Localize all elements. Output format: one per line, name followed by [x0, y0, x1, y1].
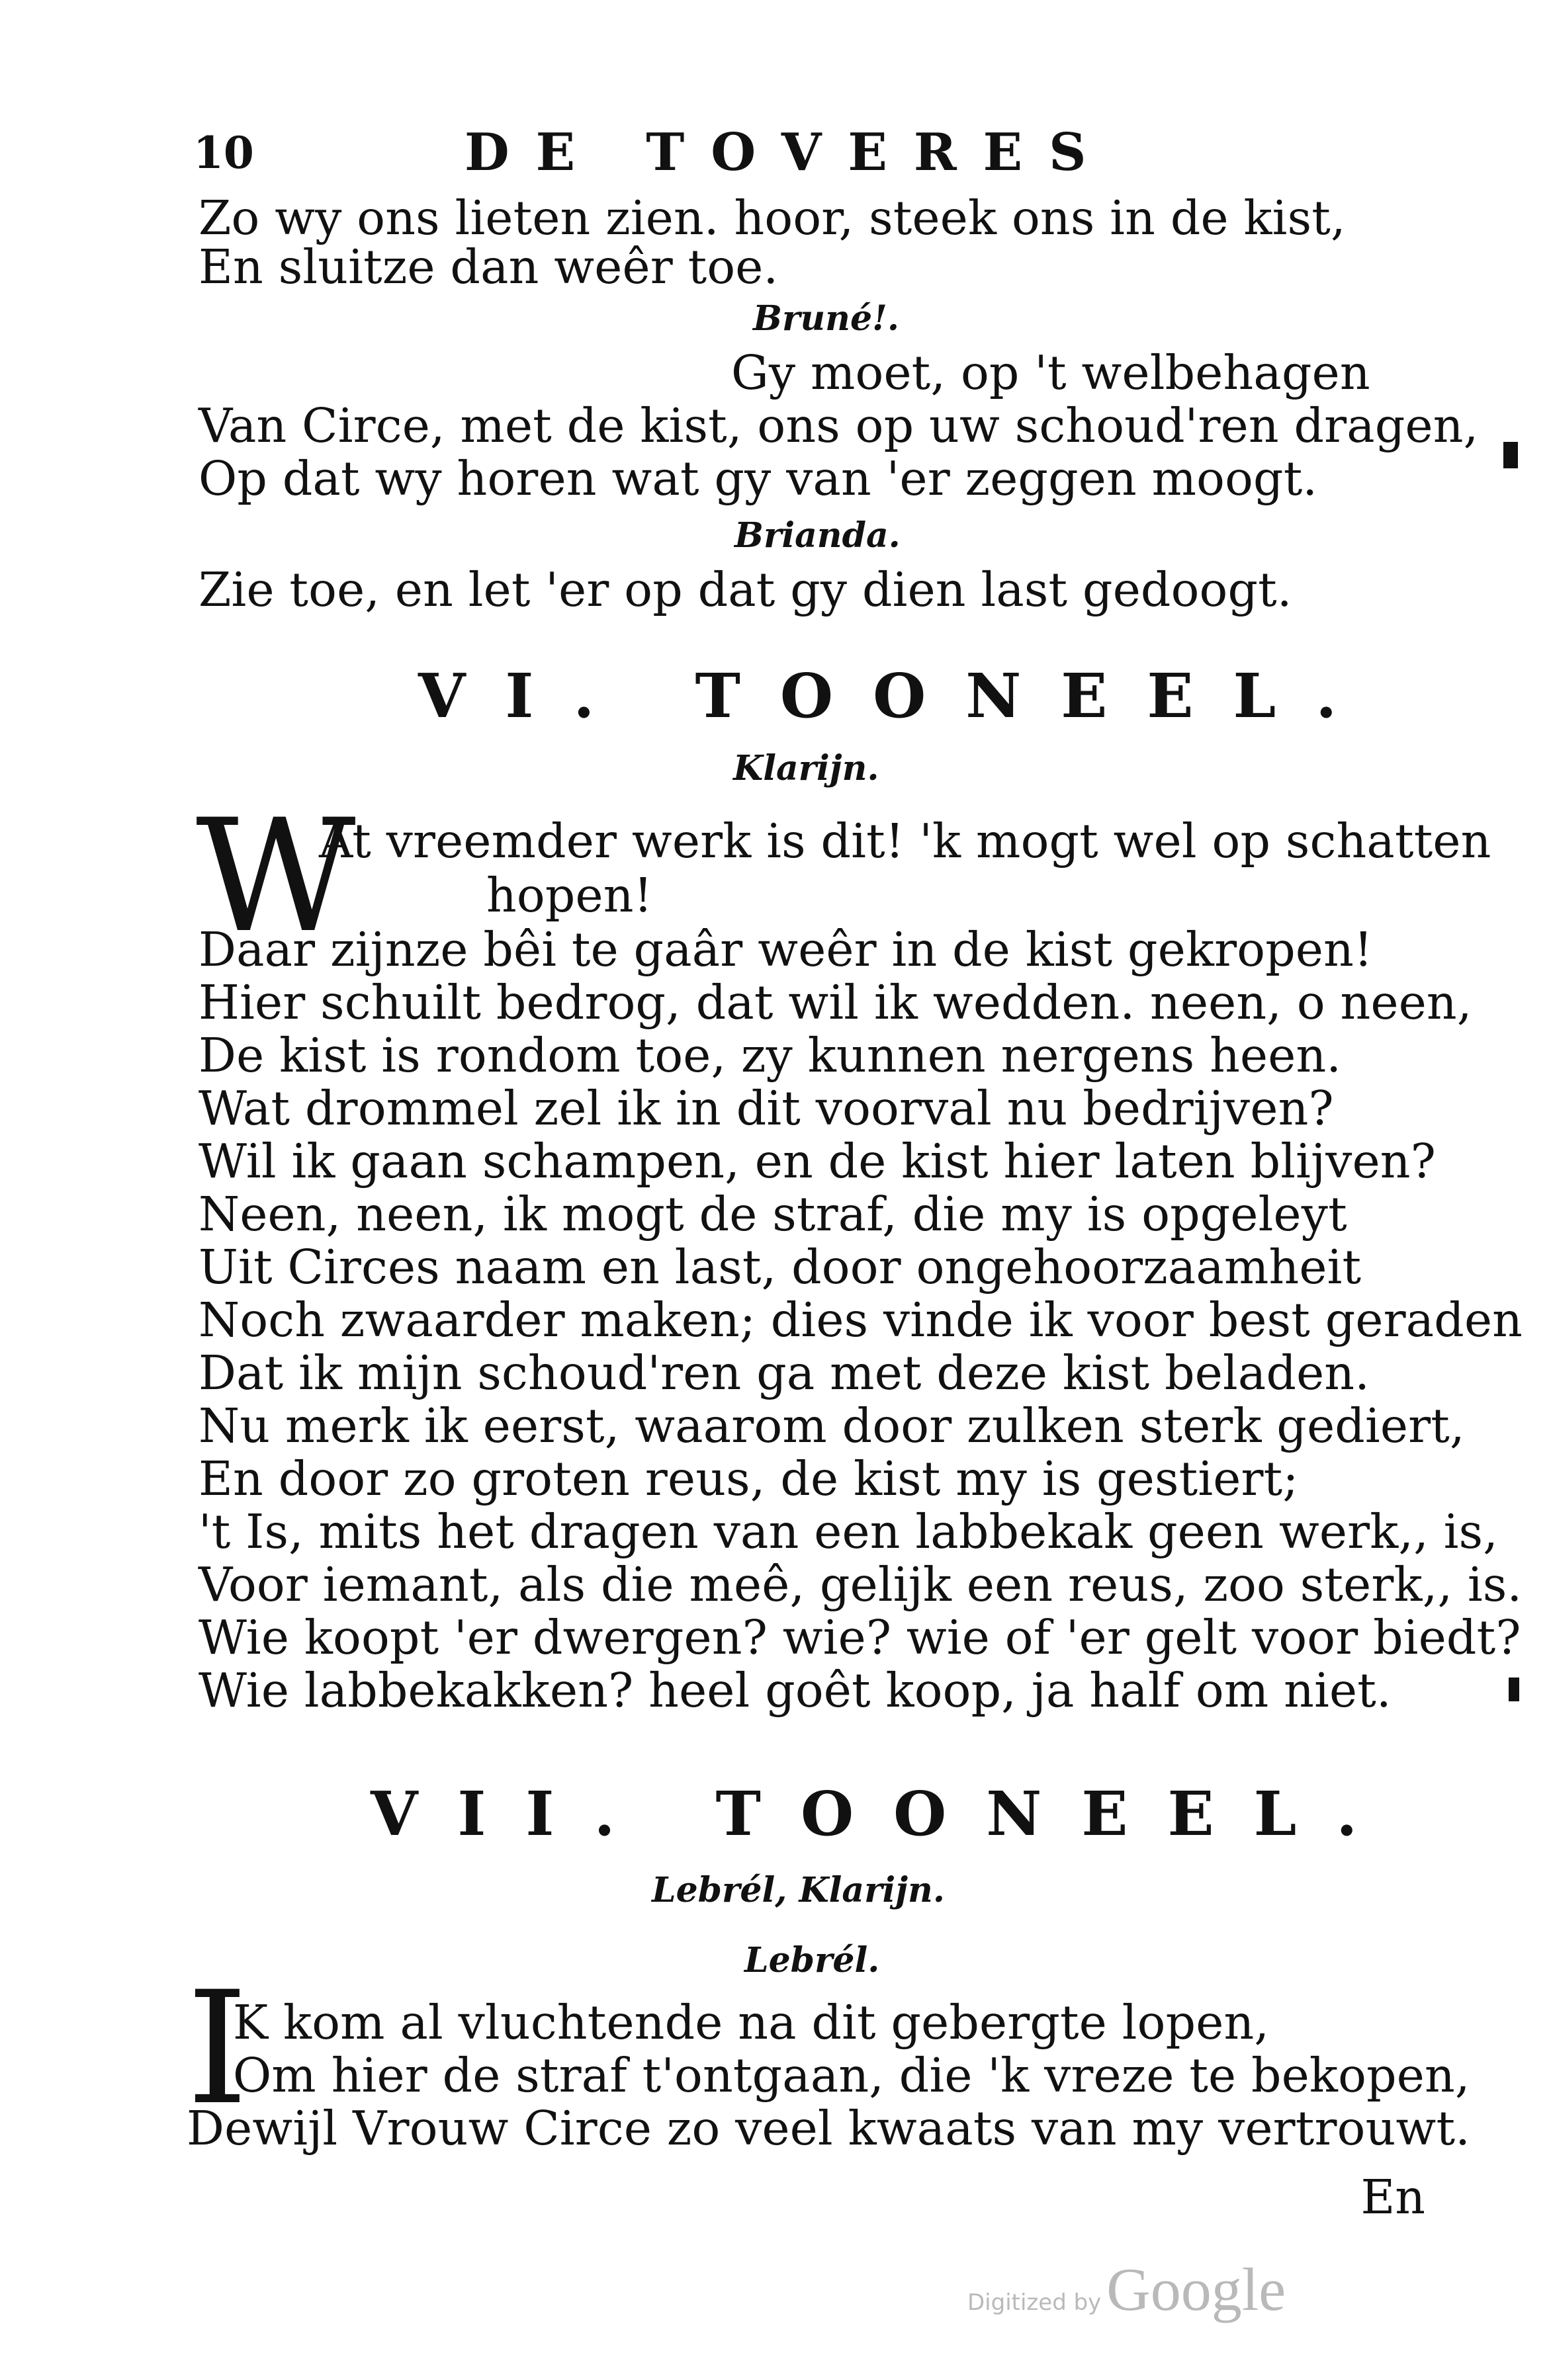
drop-capital: I [187, 1959, 248, 2139]
verse-line: Hier schuilt bedrog, dat wil ik wedden. neen, o neen, [199, 975, 1472, 1030]
verse-line: En door zo groten reus, de kist my is gestiert; [199, 1451, 1299, 1506]
verse-line: Wat drommel zel ik in dit voorval nu bedrijven? [199, 1081, 1334, 1136]
running-title: DE TOVERES [465, 122, 1113, 183]
scene-heading: VI. TOONEEL. [418, 660, 1377, 732]
verse-line: K kom al vluchtende na dit gebergte lopen, [233, 1995, 1270, 2050]
verse-line: Wil ik gaan schampen, en de kist hier laten blijven? [199, 1134, 1436, 1189]
verse-line: Voor iemant, als die meê, gelijk een reus, zoo sterk,, is. [199, 1557, 1523, 1612]
speaker-name: Lebrél, Klarijn. [652, 1870, 945, 1910]
verse-line: Neen, neen, ik mogt de straf, die my is opgeleyt [199, 1187, 1347, 1242]
verse-line: Dewijl Vrouw Circe zo veel kwaats van my vertrouwt. [187, 2101, 1471, 2156]
verse-line: Daar zijnze bêi te gaâr weêr in de kist gekropen! [199, 922, 1373, 977]
verse-line: De kist is rondom toe, zy kunnen nergens heen. [199, 1028, 1342, 1083]
speaker-name: Lebrél. [744, 1940, 880, 1980]
verse-line: Uit Circes naam en last, door ongehoorzaamheit [199, 1240, 1362, 1295]
digitized-watermark [967, 2254, 1286, 2324]
verse-line: Dat ik mijn schoud'ren ga met deze kist beladen. [199, 1345, 1370, 1400]
verse-line: Zie toe, en let 'er op dat gy dien last gedoogt. [199, 562, 1292, 617]
verse-line: Noch zwaarder maken; dies vinde ik voor best geraden [199, 1293, 1523, 1347]
speaker-name: Bruné!. [753, 298, 899, 339]
verse-line: Om hier de straf t'ontgaan, die 'k vreze te bekopen, [233, 2048, 1470, 2103]
watermark-prefix: Digitized by [967, 2289, 1102, 2316]
verse-line: Van Circe, met de kist, ons op uw schoud'ren dragen, [199, 398, 1479, 453]
margin-speck [1503, 442, 1518, 468]
verse-line: Wie koopt 'er dwergen? wie? wie of 'er gelt voor biedt? [199, 1610, 1521, 1665]
verse-line: Gy moet, op 't welbehagen [731, 345, 1370, 400]
verse-line: En sluitze dan weêr toe. [199, 239, 779, 294]
google-logo: Google [1106, 2256, 1286, 2323]
verse-line: 't Is, mits het dragen van een labbekak geen werk,, is, [199, 1504, 1499, 1559]
verse-line: Op dat wy horen wat gy van 'er zeggen moogt. [199, 451, 1318, 506]
drop-capital: W [196, 786, 356, 967]
margin-speck [1509, 1678, 1519, 1701]
verse-line: hopen! [486, 868, 653, 923]
page-number: 10 [193, 127, 254, 179]
scene-heading: VII. TOONEEL. [371, 1778, 1397, 1849]
catchword: En [1360, 2170, 1425, 2225]
verse-line: Nu merk ik eerst, waarom door zulken sterk gediert, [199, 1398, 1465, 1453]
verse-line: At vreemder werk is dit! 'k mogt wel op schatten [319, 814, 1491, 869]
speaker-name: Klarijn. [733, 748, 879, 788]
verse-line: Zo wy ons lieten zien. hoor, steek ons in de kist, [199, 191, 1346, 245]
verse-line: Wie labbekakken? heel goêt koop, ja half om niet. [199, 1663, 1392, 1718]
speaker-name: Brianda. [734, 515, 901, 556]
